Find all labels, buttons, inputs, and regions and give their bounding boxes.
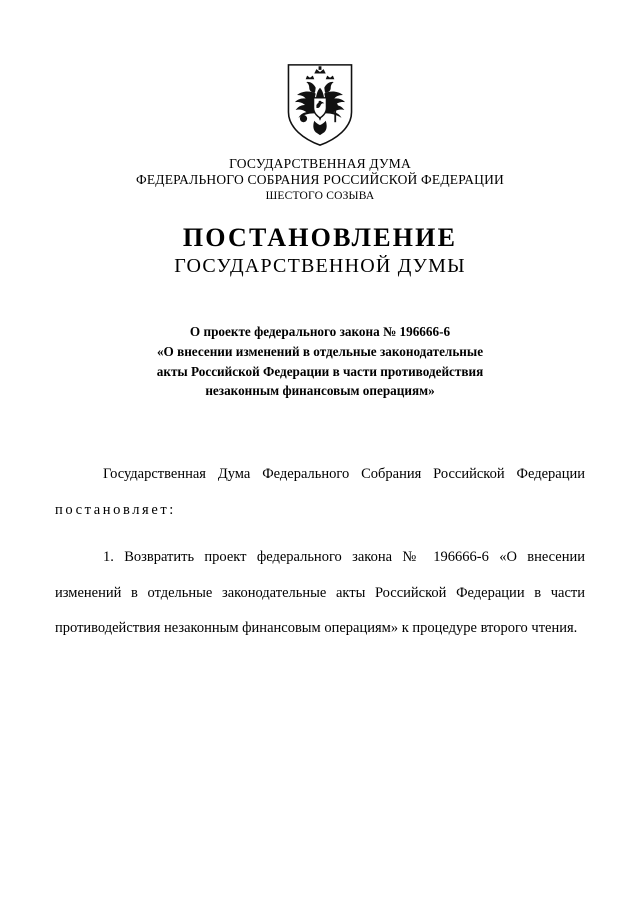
russian-coat-of-arms-icon [284,62,356,148]
subject-line-2: «О внесении изменений в отдельные законодательные [156,343,484,359]
document-subject [55,322,585,401]
emblem-container [55,0,585,148]
paragraph-intro [55,457,585,528]
document-title: ПОСТАНОВЛЕНИЕ [182,222,458,252]
authority-line-1: ГОСУДАРСТВЕННАЯ ДУМА [229,156,411,171]
issuing-authority [55,156,585,203]
document-body [55,457,585,647]
subject-line-4: незаконным финансовым операциям» [205,383,435,399]
intro-verb: постановляет: [55,501,176,518]
intro-prefix: Государственная Дума Федерального Собрания Российской Федерации [103,466,585,483]
paragraph-item-1: 1. Возвратить проект федерального закона № 196666-6 «О внесении изменений в отдельные законодательные акты Российской Федерации в части противодействия незаконным финансовым операциям» к процедуре второго чтения. [55,549,585,637]
document-subtitle: ГОСУДАРСТВЕННОЙ ДУМЫ [174,254,466,277]
subject-line-1: О проекте федерального закона № 196666-6 [189,323,451,339]
subject-line-3: акты Российской Федерации в части противодействия [156,363,484,379]
authority-line-3: ШЕСТОГО СОЗЫВА [265,189,375,202]
authority-line-2: ФЕДЕРАЛЬНОГО СОБРАНИЯ РОССИЙСКОЙ ФЕДЕРАЦИИ [136,172,504,188]
